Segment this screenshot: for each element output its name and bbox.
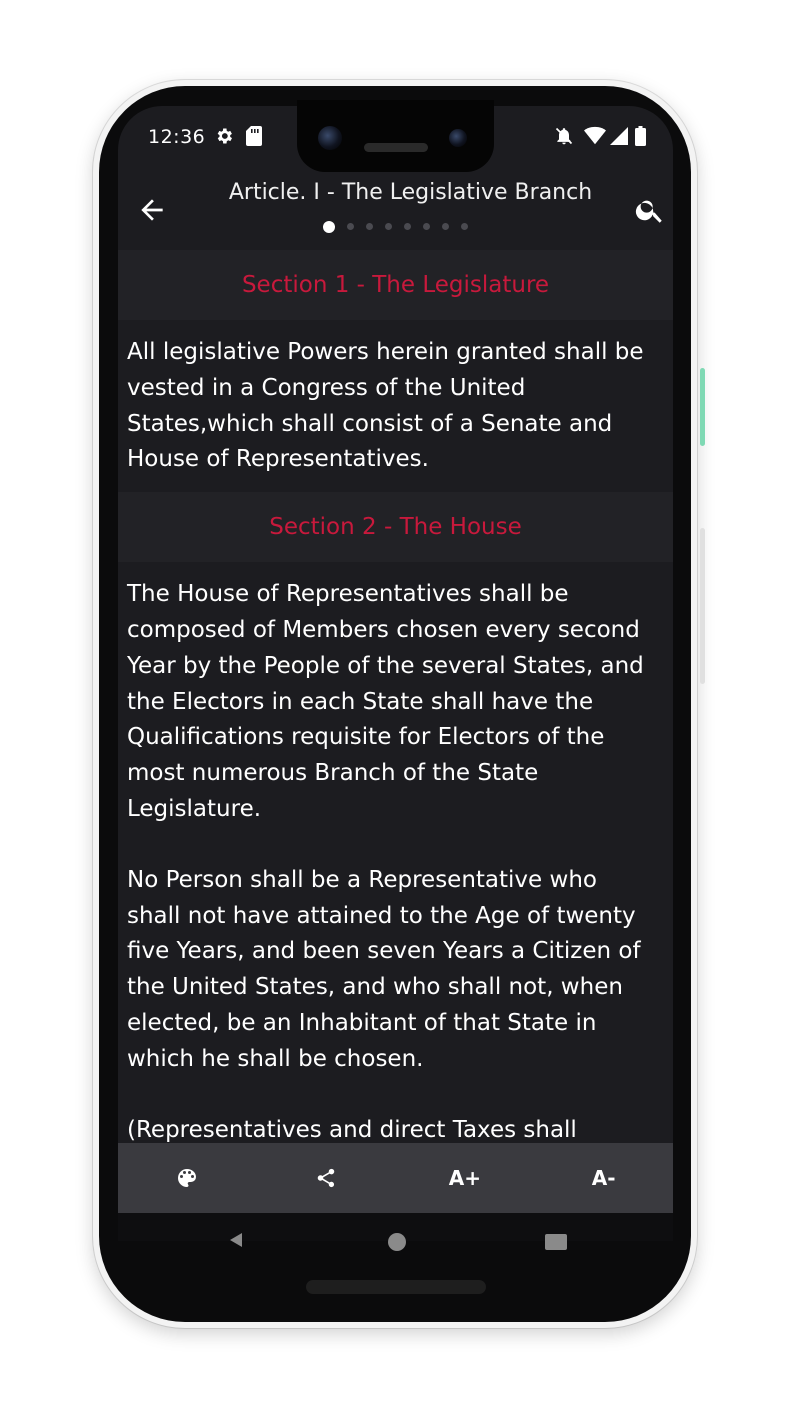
theme-button[interactable]: [157, 1148, 217, 1208]
screen: [118, 106, 673, 1241]
page-dot[interactable]: [347, 223, 354, 230]
power-button: [700, 368, 705, 446]
status-time: 12:36: [148, 126, 206, 148]
sd-card-icon: [246, 126, 262, 150]
nav-back-icon[interactable]: [230, 1233, 242, 1247]
page-dot[interactable]: [461, 223, 468, 230]
signal-icon: [610, 126, 628, 150]
paragraph: All legislative Powers herein granted shall be vested in a Congress of the United States,which shall consist of a Senate and House of Representatives.: [127, 339, 644, 473]
page-dot[interactable]: [385, 223, 392, 230]
page-dot[interactable]: [404, 223, 411, 230]
system-nav-bar: [118, 1213, 673, 1241]
earpiece: [364, 143, 428, 152]
page-dot[interactable]: [366, 223, 373, 230]
section-1: [118, 250, 673, 492]
nav-home-icon[interactable]: [388, 1233, 406, 1251]
front-camera: [318, 126, 342, 150]
article-content[interactable]: [118, 250, 673, 1143]
volume-button: [700, 528, 705, 684]
increase-font-button[interactable]: A+: [448, 1166, 481, 1190]
page-dot[interactable]: [423, 223, 430, 230]
page-dot[interactable]: [442, 223, 449, 230]
section-title: Section 1 - The Legislature: [118, 250, 673, 320]
bottom-toolbar: [118, 1143, 673, 1213]
page-dot[interactable]: [323, 221, 335, 233]
nav-recents-icon[interactable]: [545, 1234, 567, 1250]
section-title: Section 2 - The House: [118, 492, 673, 562]
app-bar: [118, 168, 673, 250]
speaker-grille: [306, 1280, 486, 1294]
palette-icon: [175, 1166, 199, 1190]
paragraph: The House of Representatives shall be composed of Members chosen every second Year by the People of the several States, and the Electors in each State shall have the Qualifications requisite for Electors of the most numerous Branch of the State Legislature.: [127, 581, 644, 822]
page-title: Article. I - The Legislative Branch: [228, 180, 593, 205]
paragraph: No Person shall be a Representative who shall not have attained to the Age of twenty five Years, and been seven Years a Citizen of the United States, and who shall not, when elected, be an Inhabitant of that State in which he shall be chosen.: [127, 866, 641, 1072]
decrease-font-button[interactable]: A-: [591, 1166, 616, 1190]
paragraph: (Representatives and direct Taxes shall: [127, 1116, 577, 1143]
notifications-off-icon: [554, 126, 574, 150]
battery-icon: [635, 126, 646, 150]
search-icon: [634, 194, 666, 226]
front-sensor: [449, 129, 467, 147]
section-2: [118, 492, 673, 1148]
search-button[interactable]: [634, 194, 666, 226]
page-indicator: [118, 216, 673, 235]
share-button[interactable]: [296, 1148, 356, 1208]
share-icon: [315, 1167, 337, 1189]
wifi-icon: [584, 126, 606, 150]
gear-icon: [214, 126, 234, 150]
